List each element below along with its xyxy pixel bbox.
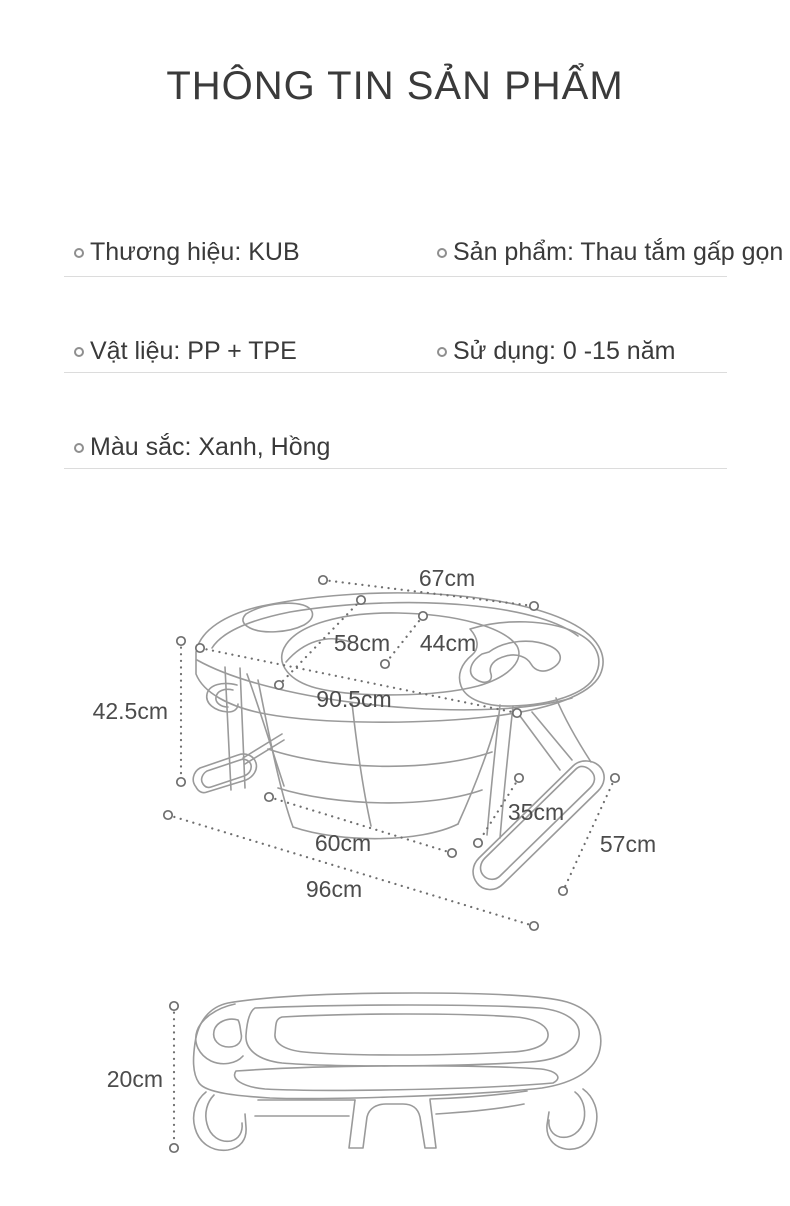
folded-middle-legs	[349, 1100, 436, 1148]
dimension-42-5cm	[93, 637, 186, 786]
dim-label-96cm: 96cm	[305, 876, 363, 902]
bullet-icon	[437, 248, 447, 258]
body-right-edge	[458, 716, 498, 824]
dim-label-35cm: 35cm	[507, 799, 565, 825]
dim-endpoint	[515, 774, 523, 782]
dim-endpoint	[448, 849, 456, 857]
spec-material	[74, 336, 297, 366]
folded-hem-bottom	[255, 1104, 524, 1116]
dim-label-42-5cm: 42.5cm	[92, 698, 168, 724]
dim-endpoint	[265, 793, 273, 801]
spec-usage-age	[437, 336, 675, 366]
dim-label-57cm: 57cm	[599, 831, 657, 857]
spec-color-label: Màu sắc: Xanh, Hồng	[90, 433, 331, 461]
spec-row-3	[0, 432, 790, 462]
right-brace	[520, 712, 572, 770]
fold-crease-1	[268, 749, 492, 766]
bullet-icon	[74, 443, 84, 453]
dim-label-44cm: 44cm	[419, 630, 477, 656]
folded-tray-hook-inner	[214, 1019, 242, 1047]
bullet-icon	[437, 347, 447, 357]
spec-product	[437, 237, 783, 267]
right-tray	[459, 622, 598, 706]
dimension-58cm	[275, 596, 390, 689]
dim-endpoint	[611, 774, 619, 782]
bathtub-unfolded-drawing	[193, 593, 604, 890]
dim-endpoint	[177, 637, 185, 645]
dim-endpoint	[196, 644, 204, 652]
folded-lower-band	[235, 1066, 558, 1091]
dim-endpoint	[513, 709, 521, 717]
bathtub-folded-drawing	[194, 993, 601, 1150]
dim-endpoint	[559, 887, 567, 895]
dim-label-20cm: 20cm	[106, 1066, 163, 1092]
left-crossbar	[243, 734, 284, 764]
folded-tray-hook	[196, 1004, 243, 1064]
dim-endpoint	[170, 1144, 178, 1152]
dim-endpoint	[381, 660, 389, 668]
bullet-icon	[74, 347, 84, 357]
cup-holder	[471, 641, 561, 682]
divider	[64, 372, 727, 373]
dim-endpoint	[530, 922, 538, 930]
dimension-diagrams	[0, 545, 790, 1206]
dimension-57cm	[559, 774, 656, 895]
dim-label-58cm: 58cm	[333, 630, 391, 656]
fold-crease-2	[278, 788, 482, 803]
left-leg-clip	[207, 683, 238, 712]
divider	[64, 468, 727, 469]
left-fold-strut	[247, 674, 284, 786]
spec-product-label: Sản phẩm: Thau tắm gấp gọn	[453, 238, 784, 266]
spec-brand-label: Thương hiệu: KUB	[90, 238, 300, 266]
spec-brand	[74, 237, 300, 267]
dim-endpoint	[419, 612, 427, 620]
dim-endpoint	[275, 681, 283, 689]
dim-line	[385, 616, 423, 664]
folded-opening	[275, 1014, 548, 1055]
spec-color	[74, 432, 330, 462]
divider	[64, 276, 727, 277]
dim-label-60cm: 60cm	[314, 830, 372, 856]
dim-endpoint	[357, 596, 365, 604]
dim-label-90-5cm: 90.5cm	[316, 686, 392, 712]
dimension-35cm	[474, 774, 564, 847]
spec-usage-age-label: Sử dụng: 0 -15 năm	[453, 337, 676, 365]
folded-left-leg	[194, 1092, 246, 1150]
spec-material-label: Vật liệu: PP + TPE	[90, 337, 297, 365]
spec-row-1	[0, 237, 790, 267]
dim-endpoint	[170, 1002, 178, 1010]
bullet-icon	[74, 248, 84, 258]
dim-endpoint	[530, 602, 538, 610]
dimension-96cm	[164, 811, 538, 930]
left-leg-post	[225, 667, 245, 790]
dim-endpoint	[319, 576, 327, 584]
folded-right-leg	[547, 1089, 597, 1149]
folded-right-leg-inner	[549, 1092, 585, 1137]
folded-left-leg-inner	[206, 1095, 242, 1141]
dim-label-67cm: 67cm	[418, 565, 476, 591]
dimension-20cm	[107, 1002, 178, 1152]
dim-endpoint	[177, 778, 185, 786]
dim-endpoint	[474, 839, 482, 847]
page-title: THÔNG TIN SẢN PHẨM	[166, 64, 624, 108]
spec-row-2	[0, 336, 790, 366]
right-rear-tube	[556, 698, 591, 762]
dim-endpoint	[164, 811, 172, 819]
